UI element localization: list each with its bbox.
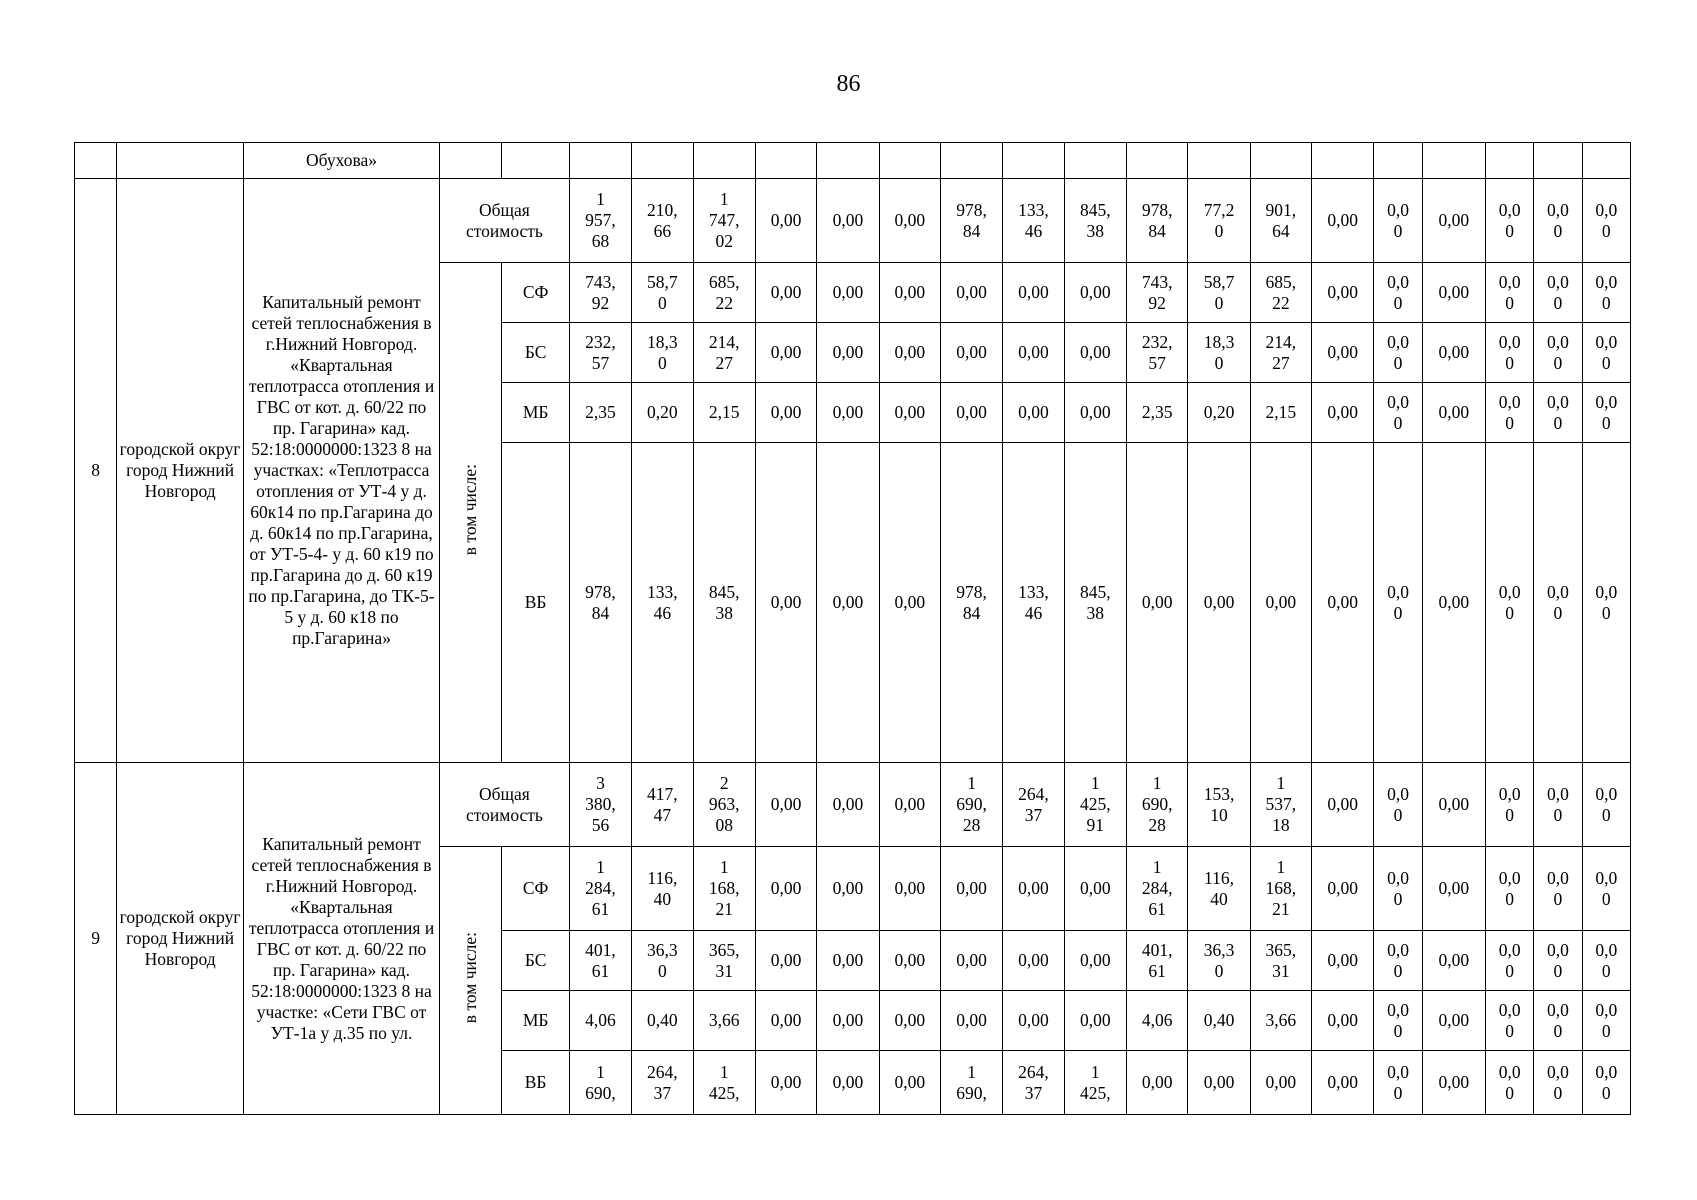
number-cell: [75, 143, 117, 179]
section-label-vertical: [440, 847, 502, 1115]
fund-label: СФ: [502, 847, 569, 931]
value-cell: 0,00: [1003, 263, 1064, 323]
value-cell: 18,3 0: [1188, 323, 1250, 383]
value-cell: 0,0 0: [1374, 263, 1422, 323]
value-cell: 0,0 0: [1534, 1051, 1582, 1115]
value-cell: 0,00: [755, 323, 816, 383]
value-cell: 0,00: [755, 443, 816, 763]
row-number: 8: [75, 179, 117, 763]
label-cell: [440, 143, 502, 179]
fund-label: БС: [502, 323, 569, 383]
value-cell: 0,00: [879, 263, 940, 323]
value-cell: 0,0 0: [1582, 991, 1630, 1051]
budget-table: [74, 142, 1631, 1115]
value-cell: [1374, 143, 1422, 179]
value-cell: 0,00: [755, 383, 816, 443]
value-cell: 3,66: [1250, 991, 1311, 1051]
value-cell: 0,0 0: [1374, 931, 1422, 991]
value-cell: 4,06: [1126, 991, 1187, 1051]
value-cell: 58,7 0: [1188, 263, 1250, 323]
value-cell: 0,00: [817, 991, 879, 1051]
value-cell: 0,0 0: [1582, 443, 1630, 763]
label-cell: [502, 143, 569, 179]
value-cell: 0,40: [1188, 991, 1250, 1051]
value-cell: 365, 31: [693, 931, 755, 991]
value-cell: [1064, 143, 1126, 179]
value-cell: 0,00: [817, 847, 879, 931]
table-row: [75, 763, 1631, 847]
value-cell: 0,00: [817, 1051, 879, 1115]
fund-label: МБ: [502, 991, 569, 1051]
value-cell: 36,3 0: [1188, 931, 1250, 991]
value-cell: [1422, 143, 1485, 179]
value-cell: [940, 143, 1002, 179]
value-cell: 0,00: [1312, 991, 1374, 1051]
value-cell: 3,66: [693, 991, 755, 1051]
value-cell: 0,0 0: [1486, 383, 1534, 443]
value-cell: 133, 46: [1003, 179, 1064, 263]
section-label-text: в том числе:: [460, 464, 481, 556]
value-cell: 0,00: [879, 931, 940, 991]
value-cell: 0,0 0: [1582, 323, 1630, 383]
value-cell: 0,00: [1312, 443, 1374, 763]
value-cell: 214, 27: [1250, 323, 1311, 383]
value-cell: 0,0 0: [1582, 383, 1630, 443]
fund-label: ВБ: [502, 1051, 569, 1115]
value-cell: 1 284, 61: [569, 847, 631, 931]
value-cell: 133, 46: [632, 443, 693, 763]
value-cell: 214, 27: [693, 323, 755, 383]
value-cell: 0,00: [1422, 1051, 1485, 1115]
value-cell: 0,00: [1188, 443, 1250, 763]
municipality-cell: [117, 143, 244, 179]
value-cell: 2,35: [1126, 383, 1187, 443]
value-cell: 978, 84: [569, 443, 631, 763]
value-cell: 77,2 0: [1188, 179, 1250, 263]
value-cell: 0,00: [755, 931, 816, 991]
value-cell: 232, 57: [1126, 323, 1187, 383]
value-cell: 4,06: [569, 991, 631, 1051]
value-cell: 0,00: [1064, 847, 1126, 931]
total-label: Общая стоимость: [440, 179, 570, 263]
value-cell: 133, 46: [1003, 443, 1064, 763]
value-cell: 0,0 0: [1486, 991, 1534, 1051]
value-cell: 0,0 0: [1486, 931, 1534, 991]
value-cell: 0,00: [1064, 991, 1126, 1051]
value-cell: 901, 64: [1250, 179, 1311, 263]
description-cell: Капитальный ремонт сетей теплоснабжения в г.Нижний Новгород. «Квартальная теплотрасса отопления и ГВС от кот. д. 60/22 по пр. Гагарина» кад. 52:18:0000000:1323 8 на участках: «Теплотрасса отопления от УТ-4 у д. 60к14 по пр.Гагарина до д. 60к14 по пр.Гагарина, от УТ-5-4- у д. 60 к19 по пр.Гагарина до д. 60 к19 по пр.Гагарина, до ТК-5-5 у д. 60 к18 по пр.Гагарина»: [243, 179, 439, 763]
value-cell: 0,00: [755, 763, 816, 847]
value-cell: 1 537, 18: [1250, 763, 1311, 847]
value-cell: 0,0 0: [1374, 847, 1422, 931]
value-cell: 0,00: [755, 179, 816, 263]
value-cell: [1250, 143, 1311, 179]
value-cell: 0,0 0: [1534, 443, 1582, 763]
value-cell: 0,0 0: [1486, 443, 1534, 763]
value-cell: 0,0 0: [1534, 931, 1582, 991]
value-cell: [693, 143, 755, 179]
table-body: [75, 143, 1631, 1115]
municipality-cell: городской округ город Нижний Новгород: [117, 179, 244, 763]
value-cell: 36,3 0: [632, 931, 693, 991]
value-cell: 0,0 0: [1486, 847, 1534, 931]
value-cell: 0,00: [1064, 323, 1126, 383]
value-cell: 0,00: [940, 931, 1002, 991]
value-cell: 743, 92: [1126, 263, 1187, 323]
value-cell: [1003, 143, 1064, 179]
value-cell: 0,00: [817, 263, 879, 323]
value-cell: 1 425, 91: [1064, 763, 1126, 847]
value-cell: 0,00: [879, 763, 940, 847]
value-cell: 0,00: [817, 443, 879, 763]
value-cell: 3 380, 56: [569, 763, 631, 847]
value-cell: [1534, 143, 1582, 179]
value-cell: 0,0 0: [1374, 763, 1422, 847]
value-cell: [1582, 143, 1630, 179]
fund-label: МБ: [502, 383, 569, 443]
value-cell: 0,0 0: [1374, 383, 1422, 443]
value-cell: 2 963, 08: [693, 763, 755, 847]
value-cell: 0,0 0: [1534, 991, 1582, 1051]
section-label-vertical: [440, 263, 502, 763]
value-cell: 743, 92: [569, 263, 631, 323]
value-cell: 116, 40: [632, 847, 693, 931]
value-cell: 1 168, 21: [693, 847, 755, 931]
value-cell: 0,00: [1250, 443, 1311, 763]
row-number: 9: [75, 763, 117, 1115]
value-cell: 0,00: [1312, 931, 1374, 991]
value-cell: 0,00: [1003, 847, 1064, 931]
value-cell: 685, 22: [693, 263, 755, 323]
table-row: [75, 179, 1631, 263]
value-cell: 0,00: [755, 991, 816, 1051]
value-cell: 0,00: [1422, 763, 1485, 847]
value-cell: 0,00: [940, 323, 1002, 383]
value-cell: 0,00: [1312, 847, 1374, 931]
continuation-row: [75, 143, 1631, 179]
description-cell: Капитальный ремонт сетей теплоснабжения в г.Нижний Новгород. «Квартальная теплотрасса отопления и ГВС от кот. д. 60/22 по пр. Гагарина» кад. 52:18:0000000:1323 8 на участке: «Сети ГВС от УТ-1а у д.35 по ул.: [243, 763, 439, 1115]
value-cell: 1 957, 68: [569, 179, 631, 263]
value-cell: 0,00: [817, 931, 879, 991]
value-cell: 401, 61: [1126, 931, 1187, 991]
municipality-cell: городской округ город Нижний Новгород: [117, 763, 244, 1115]
value-cell: 0,00: [755, 1051, 816, 1115]
value-cell: 153, 10: [1188, 763, 1250, 847]
value-cell: 0,00: [879, 443, 940, 763]
value-cell: 978, 84: [1126, 179, 1187, 263]
value-cell: 116, 40: [1188, 847, 1250, 931]
value-cell: 0,0 0: [1374, 323, 1422, 383]
fund-label: СФ: [502, 263, 569, 323]
value-cell: 18,3 0: [632, 323, 693, 383]
value-cell: 0,0 0: [1582, 931, 1630, 991]
value-cell: 0,0 0: [1486, 323, 1534, 383]
value-cell: 0,00: [1312, 179, 1374, 263]
value-cell: 978, 84: [940, 443, 1002, 763]
value-cell: 264, 37: [632, 1051, 693, 1115]
value-cell: 0,00: [1422, 263, 1485, 323]
value-cell: 0,00: [879, 323, 940, 383]
description-cell: Обухова»: [243, 143, 439, 179]
value-cell: [755, 143, 816, 179]
value-cell: 0,00: [1422, 443, 1485, 763]
value-cell: [1486, 143, 1534, 179]
value-cell: 0,0 0: [1534, 263, 1582, 323]
value-cell: 0,0 0: [1534, 383, 1582, 443]
value-cell: 1 747, 02: [693, 179, 755, 263]
value-cell: 0,00: [1003, 383, 1064, 443]
value-cell: 0,00: [879, 383, 940, 443]
value-cell: 0,0 0: [1486, 763, 1534, 847]
value-cell: 1 690,: [569, 1051, 631, 1115]
value-cell: 0,00: [879, 847, 940, 931]
value-cell: 58,7 0: [632, 263, 693, 323]
value-cell: 845, 38: [693, 443, 755, 763]
value-cell: [817, 143, 879, 179]
value-cell: 0,0 0: [1582, 847, 1630, 931]
total-label: Общая стоимость: [440, 763, 570, 847]
value-cell: 365, 31: [1250, 931, 1311, 991]
value-cell: 0,00: [1312, 1051, 1374, 1115]
value-cell: 2,35: [569, 383, 631, 443]
value-cell: 0,0 0: [1374, 179, 1422, 263]
value-cell: 2,15: [693, 383, 755, 443]
value-cell: 0,00: [817, 383, 879, 443]
value-cell: 0,00: [1422, 323, 1485, 383]
value-cell: 2,15: [1250, 383, 1311, 443]
value-cell: 0,0 0: [1374, 443, 1422, 763]
value-cell: 0,00: [1422, 991, 1485, 1051]
value-cell: 1 690, 28: [940, 763, 1002, 847]
value-cell: 1 284, 61: [1126, 847, 1187, 931]
value-cell: 0,20: [632, 383, 693, 443]
value-cell: 1 168, 21: [1250, 847, 1311, 931]
value-cell: 0,0 0: [1582, 763, 1630, 847]
value-cell: 0,00: [817, 323, 879, 383]
value-cell: 845, 38: [1064, 443, 1126, 763]
value-cell: 0,0 0: [1534, 847, 1582, 931]
value-cell: [1188, 143, 1250, 179]
value-cell: 0,0 0: [1486, 179, 1534, 263]
value-cell: 0,00: [1312, 763, 1374, 847]
value-cell: 0,0 0: [1374, 991, 1422, 1051]
value-cell: [879, 143, 940, 179]
value-cell: [569, 143, 631, 179]
fund-label: ВБ: [502, 443, 569, 763]
value-cell: 0,00: [940, 383, 1002, 443]
value-cell: 0,0 0: [1582, 179, 1630, 263]
value-cell: 0,0 0: [1534, 323, 1582, 383]
value-cell: 0,00: [1003, 323, 1064, 383]
value-cell: 0,00: [1312, 383, 1374, 443]
value-cell: 0,00: [1422, 179, 1485, 263]
value-cell: 0,00: [879, 179, 940, 263]
value-cell: 0,00: [817, 179, 879, 263]
value-cell: 0,0 0: [1374, 1051, 1422, 1115]
value-cell: 0,00: [1422, 847, 1485, 931]
value-cell: 0,0 0: [1534, 763, 1582, 847]
value-cell: 0,00: [1064, 263, 1126, 323]
value-cell: 0,00: [1064, 383, 1126, 443]
value-cell: 0,00: [1250, 1051, 1311, 1115]
value-cell: 845, 38: [1064, 179, 1126, 263]
value-cell: 0,00: [879, 1051, 940, 1115]
value-cell: 1 425,: [693, 1051, 755, 1115]
value-cell: 0,20: [1188, 383, 1250, 443]
value-cell: 0,00: [817, 763, 879, 847]
value-cell: 0,00: [940, 263, 1002, 323]
value-cell: 0,00: [1188, 1051, 1250, 1115]
value-cell: 1 690, 28: [1126, 763, 1187, 847]
value-cell: 0,00: [1312, 323, 1374, 383]
value-cell: 0,00: [1422, 383, 1485, 443]
value-cell: 264, 37: [1003, 763, 1064, 847]
value-cell: 0,00: [1422, 931, 1485, 991]
value-cell: 0,00: [940, 847, 1002, 931]
value-cell: 0,0 0: [1582, 263, 1630, 323]
value-cell: 0,00: [1126, 1051, 1187, 1115]
fund-label: БС: [502, 931, 569, 991]
value-cell: 0,00: [755, 263, 816, 323]
value-cell: 0,0 0: [1534, 179, 1582, 263]
value-cell: 0,40: [632, 991, 693, 1051]
value-cell: 978, 84: [940, 179, 1002, 263]
value-cell: [1312, 143, 1374, 179]
value-cell: 0,00: [1064, 931, 1126, 991]
value-cell: 264, 37: [1003, 1051, 1064, 1115]
value-cell: 0,0 0: [1582, 1051, 1630, 1115]
value-cell: 210, 66: [632, 179, 693, 263]
value-cell: 417, 47: [632, 763, 693, 847]
page-number: 86: [836, 71, 861, 97]
value-cell: 0,00: [940, 991, 1002, 1051]
value-cell: [1126, 143, 1187, 179]
value-cell: 0,00: [1003, 931, 1064, 991]
value-cell: 0,00: [1126, 443, 1187, 763]
value-cell: 1 425,: [1064, 1051, 1126, 1115]
value-cell: 0,00: [879, 991, 940, 1051]
value-cell: 685, 22: [1250, 263, 1311, 323]
value-cell: 0,00: [1312, 263, 1374, 323]
value-cell: 1 690,: [940, 1051, 1002, 1115]
value-cell: [632, 143, 693, 179]
section-label-text: в том числе:: [460, 932, 481, 1024]
value-cell: 0,00: [1003, 991, 1064, 1051]
value-cell: 0,0 0: [1486, 263, 1534, 323]
value-cell: 0,00: [755, 847, 816, 931]
value-cell: 401, 61: [569, 931, 631, 991]
value-cell: 232, 57: [569, 323, 631, 383]
value-cell: 0,0 0: [1486, 1051, 1534, 1115]
